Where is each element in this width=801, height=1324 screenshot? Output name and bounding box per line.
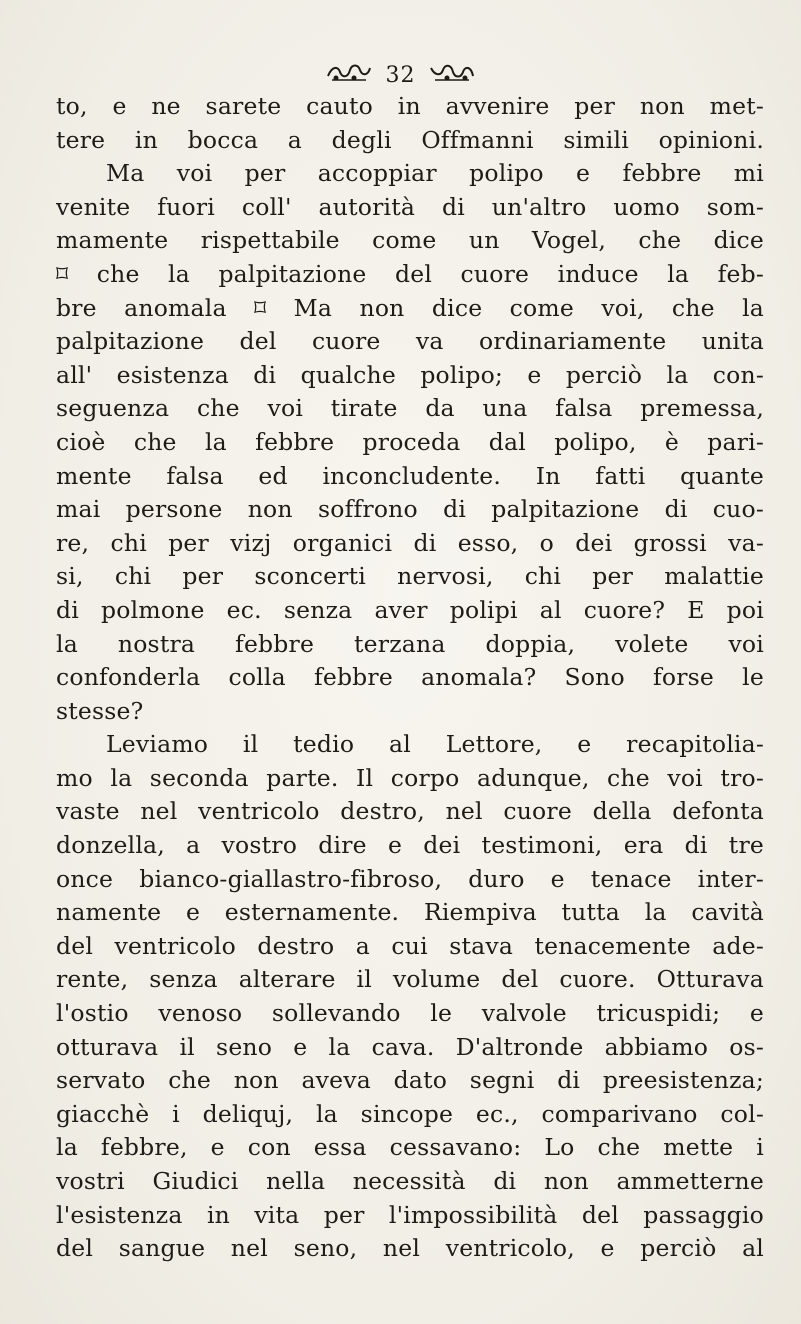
text-line: mai persone non soffrono di palpitazione di cuo- — [56, 495, 764, 524]
text-line: vaste nel ventricolo destro, nel cuore della defonta — [56, 797, 764, 826]
text-line: donzella, a vostro dire e dei testimoni, era di tre — [56, 831, 764, 860]
text-line: l'esistenza in vita per l'impossibilità del passaggio — [56, 1200, 764, 1229]
page-number: 32 — [385, 62, 416, 88]
text-line: del sangue nel seno, nel ventricolo, e perciò al — [56, 1234, 764, 1263]
text-line: mo la seconda parte. Il corpo adunque, che voi tro- — [56, 763, 764, 792]
text-line: vostri Giudici nella necessità di non ammetterne — [56, 1167, 764, 1195]
text-line: bre anomala ⌑ Ma non dice come voi, che la — [56, 293, 764, 322]
text-line: stesse? — [56, 696, 144, 725]
text-line: mente falsa ed inconcludente. In fatti quante — [56, 461, 764, 490]
text-line: venite fuori coll' autorità di un'altro uomo som- — [56, 192, 764, 221]
text-line: la nostra febbre terzana doppia, volete voi — [56, 629, 764, 658]
text-line: to, e ne sarete cauto in avvenire per non met- — [56, 92, 764, 120]
text-line: otturava il seno e la cava. D'altronde abbiamo os- — [56, 1032, 764, 1061]
text-line: servato che non aveva dato segni di preesistenza; — [56, 1066, 764, 1095]
text-line: re, chi per vizj organici di esso, o dei grossi va- — [56, 528, 764, 557]
text-line: Leviamo il tedio al Lettore, e recapitolia- — [106, 730, 764, 759]
text-line: Ma voi per accoppiar polipo e febbre mi — [106, 159, 764, 188]
text-line: del ventricolo destro a cui stava tenacemente ade- — [56, 931, 764, 960]
text-line: seguenza che voi tirate da una falsa premessa, — [56, 394, 764, 423]
text-line: giacchè i deliquj, la sincope ec., comparivano col- — [56, 1099, 764, 1128]
text-line: namente e esternamente. Riempiva tutta la cavità — [56, 898, 764, 927]
text-line: tere in bocca a degli Offmanni simili opinioni. — [56, 125, 764, 154]
text-line: cioè che la febbre proceda dal polipo, è pari- — [56, 427, 764, 456]
text-line: si, chi per sconcerti nervosi, chi per malattie — [56, 562, 764, 591]
text-line: once bianco-giallastro-fibroso, duro e tenace inter- — [56, 864, 764, 893]
left-floral-ornament-icon — [326, 62, 372, 88]
text-line: ⌑ che la palpitazione del cuore induce la feb- — [56, 259, 764, 288]
text-line: la febbre, e con essa cessavano: Lo che mette i — [56, 1133, 764, 1162]
text-line: rente, senza alterare il volume del cuore. Otturava — [56, 965, 764, 994]
text-line: confonderla colla febbre anomala? Sono forse le — [56, 663, 764, 692]
right-floral-ornament-icon — [429, 62, 475, 88]
text-line: palpitazione del cuore va ordinariamente unita — [56, 327, 764, 356]
text-line: mamente rispettabile come un Vogel, che dice — [56, 226, 764, 255]
text-line: all' esistenza di qualche polipo; e perciò la con- — [56, 360, 764, 389]
text-line: l'ostio venoso sollevando le valvole tricuspidi; e — [56, 999, 764, 1028]
text-line: di polmone ec. senza aver polipi al cuore? E poi — [56, 595, 764, 624]
body-text — [56, 90, 764, 1266]
